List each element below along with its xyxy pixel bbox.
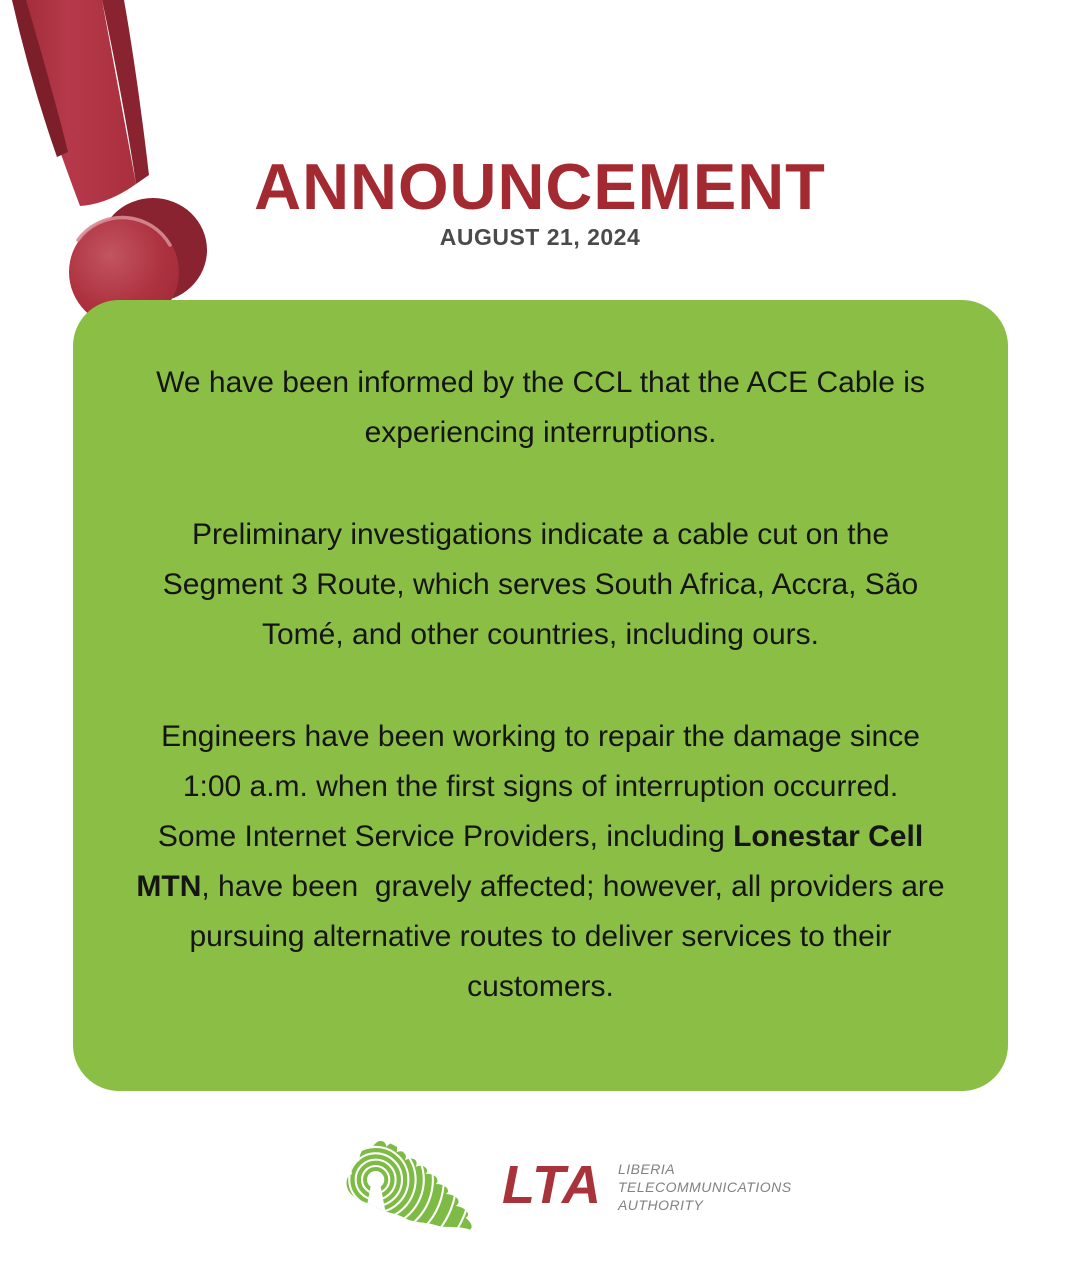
announcement-paragraph <box>73 358 1008 458</box>
body-line <box>73 812 1008 862</box>
announcement-paragraph <box>73 510 1008 660</box>
body-segment: Preliminary investigations indicate a cable cut on the <box>191 518 890 551</box>
body-line <box>73 610 1008 660</box>
body-segment: We have been informed by the CCL that the ACE Cable is <box>156 366 925 399</box>
lta-logo <box>336 1136 792 1236</box>
body-segment: Tomé, and other countries, including ours. <box>262 618 819 651</box>
body-line <box>73 560 1008 610</box>
announcement-paragraph <box>73 712 1008 1012</box>
body-line <box>73 862 1008 912</box>
logo-text-lines <box>618 1160 792 1214</box>
announcement-body <box>73 358 1008 1012</box>
body-segment: Segment 3 Route, which serves South Africa, Accra, São <box>162 568 919 601</box>
page-title: ANNOUNCEMENT <box>254 150 826 223</box>
body-segment: pursuing alternative routes to deliver services to their <box>189 920 892 953</box>
logo-abbreviation: LTA <box>502 1155 602 1215</box>
body-segment: experiencing interruptions. <box>364 416 717 449</box>
logo-text-line: AUTHORITY <box>617 1197 704 1213</box>
body-bold-segment: MTN <box>136 870 202 903</box>
announcement-panel <box>73 300 1008 1091</box>
body-line <box>73 962 1008 1012</box>
body-line <box>73 408 1008 458</box>
body-bold-segment: Lonestar Cell <box>733 820 924 853</box>
liberia-map-signal-icon <box>336 1136 488 1236</box>
body-line <box>73 358 1008 408</box>
body-segment: , have been gravely affected; however, all providers are <box>201 870 945 903</box>
body-segment: 1:00 a.m. when the first signs of interruption occurred. <box>182 770 899 803</box>
body-line <box>73 510 1008 560</box>
body-segment: Some Internet Service Providers, including <box>157 820 734 853</box>
body-line <box>73 712 1008 762</box>
logo-text-line: LIBERIA <box>617 1161 676 1177</box>
body-line <box>73 762 1008 812</box>
logo-text-line: TELECOMMUNICATIONS <box>617 1179 792 1195</box>
body-segment: customers. <box>467 970 614 1003</box>
body-line <box>73 912 1008 962</box>
page-date: AUGUST 21, 2024 <box>439 224 641 250</box>
body-segment: Engineers have been working to repair the damage since <box>161 720 920 753</box>
